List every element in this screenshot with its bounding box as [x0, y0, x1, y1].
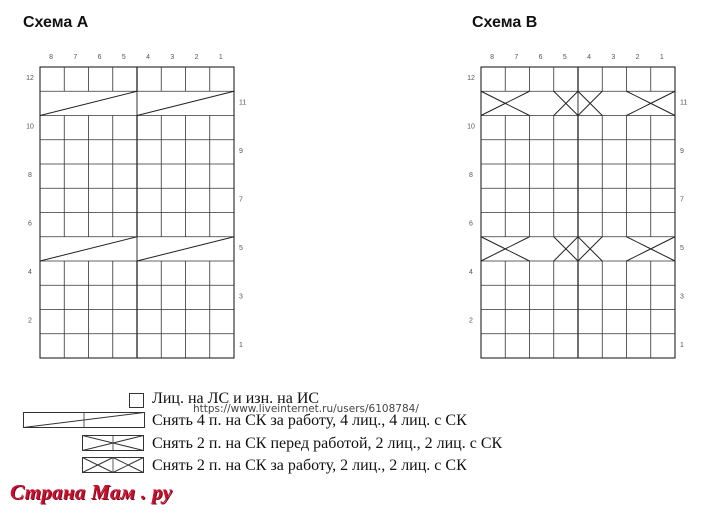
col-label: 7 — [73, 54, 78, 61]
legend-slip-2-front-label: Снять 2 п. на СК перед работой, 2 лиц., 2 лиц. с СК — [152, 435, 503, 452]
legend-knit-label: Лиц. на ЛС и изн. на ИС — [152, 390, 320, 407]
col-label: 8 — [49, 54, 54, 61]
col-label: 2 — [194, 54, 199, 61]
row-label-right: 11 — [680, 99, 688, 107]
site-logo: Страна Мам . ру — [10, 480, 173, 504]
chart-b-title: Схема B — [472, 14, 538, 31]
chart-a-grid — [26, 54, 246, 358]
cable-slip-2-front-icon — [82, 435, 144, 456]
chart-b-grid — [467, 54, 687, 358]
col-label: 1 — [659, 54, 664, 61]
legend-slip-4-back-label: Снять 4 п. на СК за работу, 4 лиц., 4 лиц. с СК — [152, 412, 467, 429]
cable-slip-2-back-icon — [82, 457, 144, 478]
knit-square-icon — [129, 393, 144, 413]
row-label-right: 3 — [680, 293, 684, 301]
row-label-right: 7 — [239, 196, 243, 204]
row-label-right: 9 — [680, 147, 684, 155]
row-label-right: 11 — [239, 99, 247, 107]
row-label-left: 12 — [467, 75, 475, 82]
chart-a-title: Схема A — [23, 14, 89, 31]
cable-slip-4-back-icon — [23, 412, 145, 433]
row-label-left: 6 — [469, 220, 473, 228]
row-label-left: 2 — [469, 317, 473, 325]
row-label-right: 9 — [239, 147, 243, 155]
col-label: 4 — [146, 54, 151, 61]
row-label-left: 8 — [28, 172, 32, 179]
row-label-right: 1 — [239, 341, 243, 349]
col-label: 6 — [538, 54, 543, 61]
col-label: 8 — [490, 54, 495, 61]
col-label: 6 — [97, 54, 102, 61]
row-label-right: 3 — [239, 293, 243, 301]
row-label-left: 10 — [26, 123, 34, 131]
col-label: 5 — [562, 54, 567, 61]
row-label-left: 4 — [28, 269, 32, 276]
row-label-left: 12 — [26, 75, 34, 82]
row-label-left: 6 — [28, 220, 32, 228]
col-label: 1 — [218, 54, 223, 61]
col-label: 5 — [121, 54, 126, 61]
legend-slip-2-back-label: Снять 2 п. на СК за работу, 2 лиц., 2 лиц. с СК — [152, 457, 467, 474]
watermark-url: https://www.liveinternet.ru/users/6108784/ — [193, 403, 419, 415]
col-label: 4 — [587, 54, 592, 61]
row-label-right: 5 — [239, 244, 243, 252]
col-label: 3 — [170, 54, 175, 61]
row-label-left: 4 — [469, 269, 473, 276]
col-label: 3 — [611, 54, 616, 61]
row-label-right: 1 — [680, 341, 684, 349]
row-label-left: 2 — [28, 317, 32, 325]
row-label-left: 8 — [469, 172, 473, 179]
col-label: 2 — [635, 54, 640, 61]
row-label-right: 7 — [680, 196, 684, 204]
row-label-left: 10 — [467, 123, 475, 131]
row-label-right: 5 — [680, 244, 684, 252]
col-label: 7 — [514, 54, 519, 61]
